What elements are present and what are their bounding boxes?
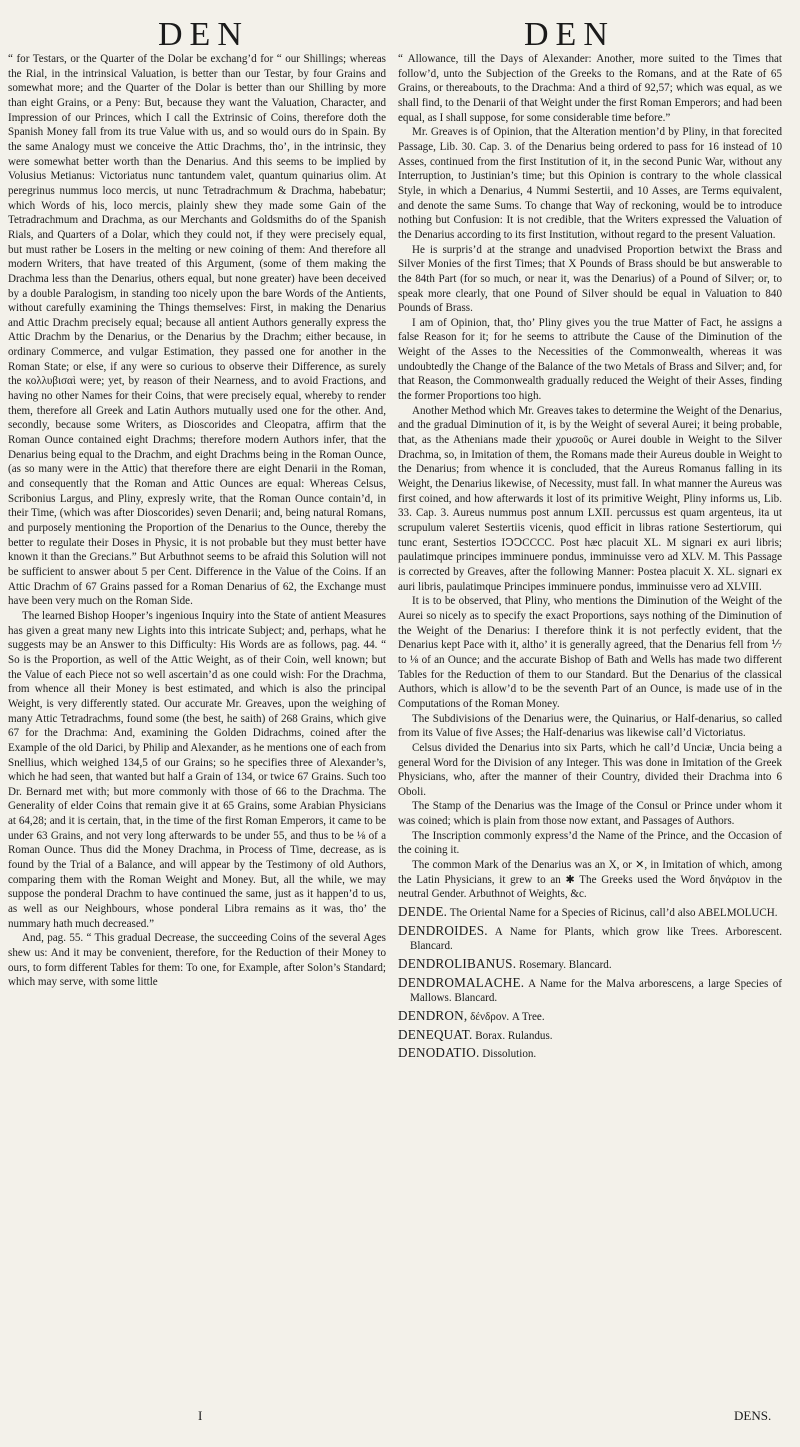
dictionary-entry xyxy=(398,976,782,1006)
entry-headword: DENDROMALACHE. xyxy=(398,974,525,990)
entry-definition: δένδρον. A Tree. xyxy=(467,1011,545,1023)
entry-headword: DENDROLIBANUS. xyxy=(398,956,517,972)
dictionary-entry xyxy=(398,957,782,973)
running-head-right: DEN xyxy=(524,16,615,53)
right-column xyxy=(398,52,782,1404)
entry-headword: DENDE. xyxy=(398,904,448,920)
entry-definition: The Oriental Name for a Species of Ricinus, call’d also ABELMOLUCH. xyxy=(447,907,778,920)
paragraph: And, pag. 55. “ This gradual Decrease, the succeeding Coins of the several Ages shew us: And it may be convenient, therefore, for the Reduction of their Money to ours, to form different Tables for them: To one, for Example, after Solon’s Standard; which may serve, with some little xyxy=(8,932,386,989)
paragraph: The common Mark of the Denarius was an X, or ✕, in Imitation of which, among the Latin Physicians, it grew to an ✱ The Greeks used the Word δηνάριον in the neutral Gender. Arbuthnot of Weights, &c. xyxy=(398,859,782,901)
running-head xyxy=(0,16,800,56)
entry-headword: DENEQUAT. xyxy=(398,1026,473,1042)
continued-paragraph: “ for Testars, or the Quarter of the Dolar be exchang’d for “ our Shillings; whereas the Rial, in the intrinsical Valuation, is better than our Testar, by four Grains and somewhat more; and the Quarter of the Dolar is better than our Shilling by more than eight Grains, or a Peny: But, because they want the Valuation, Character, and Impression of our Princes, which I call the Extrinsic of Coins, therefore doth the Spanish Money fall from its true Value with us, and so would ours do in Spain. By the same Analogy must we conceive the Attic Drachms, tho’, in the intrinsic, they were somewhat better worth than the Denarius. And this seems to be implied by Volusius Metianus: Victoriatus nunc tantundem valet, quantum quinarius olim. At peregrinus nummus loco mercis, ut nunc Tetradrachmum & Drachma, habebatur; which Words of his, loco mercis, plainly shew they made some Gain of the Tetradrachmum and Drachma, as our Merchants and Goldsmiths do of the Spanish Rials, and Quarters of a Dolar, which they could not, if they were precisely equal, but must rather be Losers in the melting or new coining of them: And therefore all modern Writers, that have treated of this Argument, (some of them making the Drachma less than the Denarius, others equal, but none greater) have been deceived by a double Paralogism, in standing too nicely upon the bare Words of the Antients, without carefully examining the Things themselves: First, in making the Denarius and Attic Drachm precisely equal; because all antient Authors generally express the Attic Drachm by the Denarius, or the Denarius by the Drachm; either because, in ordinary Commerce, and vulgar Estimation, they passed one for another in the Roman State; or else, if any were so curious to observe their Difference, as surely the κολλυβισαὶ were; yet, by reason of their Nearness, and to avoid Fractions, and having no other Names for their Coins, that were precisely equal, whereby to render them, therefore all Greek and Latin Authors mutually used one for the other. And, secondly, because some Writers, as Dioscorides and Cleopatra, affirm that the Roman Ounce contained eight Drachms; therefore modern Authors infer, that the Denarius being equal to the Drachm, and eight Drachms being in the Roman Ounce, (as so many were in the Attic) that therefore there are eight Denarii in the Roman, and consequently that the Roman and Attic Ounces are equal: Whereas Celsus, Scribonius Largus, and Pliny, expresly write, that the Roman Ounce contain’d, in their Time, (which was after Dioscorides) seven Denarii; and, being natural Romans, and purposely mentioning the Proportion of the Denarius to the Ounce, thereby the better to regulate their Doses in Physic, it is not probable but they must better have known it than the Grecians.” But Arbuthnot seems to be afraid this Solution will not be sufficient to answer about 5 per Cent. Difference in the Value of the Coins. If an Attic Drachm of 67 Grains passed for a Roman Denarius of 62, the Exchange must have been very much on the Roman Side. xyxy=(8,53,386,608)
dictionary-entry xyxy=(398,905,782,921)
dictionary-entry xyxy=(398,1009,782,1025)
paragraph: Another Method which Mr. Greaves takes to determine the Weight of the Denarius, and the gradual Diminution of it, is by the Weight of several Aurei; it being probable, that, as the Athenians made their χρυσοῦς or Aurei double in Weight to the Silver Drachma, so, in Imitation of them, the Romans made their Aureus double in Weight to the Denarius; from whence it is concluded, that the Aureus Romanus falling in its Weight, the Denarius likewise, of Necessity, must fall. In what manner the Aureus was first coined, and how afterwards it lost of its primitive Weight, Pliny informs us, Lib. 33. Cap. 3. Aureus nummus post annum LXII. percussus est quam argenteus, ita ut scrupulum valeret Sestertiis vicenis, quod efficit in libras ratione Sestertiorum, qui tunc erant, Sestertios IↃↃCCCC. Post hæc placuit XL. M signari ex auri libris; paulatimque principes imminuere pondus, imminuisse vero ad XLV. M. This Passage is corrected by Greaves, after the following Manner: Postea placuit X. XL. signari ex auri libris, paulatimque Principes imminuere pondus, imminuisse vero ad XLVIII. xyxy=(398,404,782,593)
paragraph: Mr. Greaves is of Opinion, that the Alteration mention’d by Pliny, in that forecited Passage, Lib. 30. Cap. 3. of the Denarius being ordered to pass for 16 instead of 10 Asses, continued from the first Institution of it, in the second Punic War, without any Interruption, to Justinian’s time; but this Opinion is contrary to the whole classical Style, in which a Denarius, 4 Nummi Sestertii, and 10 Asses, are Terms equivalent, and denote the same Sums. To change that Way of reckoning, would be to introduce nothing but Confusion: It is not credible, that the Writers expressed the Valuation of the Denarius according to its first Institution, without regard to the present Valuation. xyxy=(398,126,782,241)
paragraph: It is to be observed, that Pliny, who mentions the Diminution of the Weight of the Aurei so nicely as to specify the exact Proportions, says nothing of the Diminution of the Weight of the Denarius: I therefore think it is not perfectly evident, that the Denarius kept Pace with it, altho’ it is generally agreed, that the Denarius fell from ⅐ to ⅛ of an Ounce; and the accurate Bishop of Bath and Wells has made two different Tables for the Reduction of them to our Standard. But the Denarius of the classical Authors, which is allow’d to be the seventh Part of an Ounce, is made use of in the Computations of the Roman Money. xyxy=(398,595,782,710)
dictionary-entry xyxy=(398,1028,782,1044)
paragraph: The learned Bishop Hooper’s ingenious Inquiry into the State of antient Measures has given a great many new Lights into this intricate Subject; and, perhaps, what he suggests may be an Answer to this Difficulty: His Words are as follows, pag. 44. “ So is the Proportion, as well of the Attic Weight, as of their Coin, well known; but the Value of each Piece not so well ascertain’d as one could wish: For the Drachma, from whence all their Money is best estimated, and which is also the principal Weight, is very differently stated. Our accurate Mr. Greaves, upon the weighing of many Attic Tetradrachms, found some (the best, he saith) of 268 Grains, which give 67 for the Drachma: And, examining the Golden Didrachms, coined after the Example of the old Darici, by Philip and Alexander, as he mentions one of each from Snellius, which weighed 134,5 of our Grains; so he specifies three of Alexander’s, which he had seen, that wanted but half a Grain of 134, or twice 67 Grains. Such too Dr. Bernard met with; but more commonly with those of 66 to the Drachma. The Generality of elder Coins that remain give it at 65 Grains, some Arabian Physicians at 64,28; and it is certain, that, in the time of the first Roman Emperors, it came to be under 63 Grains, and not very long afterwards to be under 55, and thus to be ⅛ of a Roman Ounce. Thus did the Money Drachma, in Process of Time, decrease, as is found by the Trial of a Balance, and will appear by the Testimony of old Authors, comparing them with the Roman Weight and Money. But, all the while, we may suppose the ponderal Drachm to have continued the same, just as it happen’d to us, as well as our Neighbours, whose ponderal Libra remains as it was, tho’ the nummary hath much decreased.” xyxy=(8,609,386,930)
dictionary-entry xyxy=(398,1046,782,1062)
paragraph: He is surpris’d at the strange and unadvised Proportion betwixt the Brass and Silver Monies of the first Times; that X Pounds of Brass should be but answerable to the 84th Part (for so much, or near it, was the Denarius) of a Pound of Silver; or, to speak more clearly, that one Pound of Silver should be equal in Valuation to 840 Pounds of Brass. xyxy=(398,243,782,315)
entry-definition: Dissolution. xyxy=(479,1048,537,1061)
paragraph: The Subdivisions of the Denarius were, the Quinarius, or Half-denarius, so called from its Value of five Asses; the Half-denarius was likewise call’d Victoriatus. xyxy=(398,712,782,740)
entry-definition: A Name for the Malva arborescens, a large Species of Mallows. Blancard. xyxy=(410,977,782,1005)
page-footer xyxy=(0,1408,800,1432)
entry-definition: Borax. Rulandus. xyxy=(472,1029,553,1042)
paragraph: The Stamp of the Denarius was the Image of the Consul or Prince under whom it was coined; which is plain from those now extant, and Passages of Authors. xyxy=(398,800,782,828)
dictionary-entry xyxy=(398,924,782,954)
catchword: DENS. xyxy=(734,1408,772,1423)
paragraph: Celsus divided the Denarius into six Parts, which he call’d Unciæ, Uncia being a general Word for the Division of any Integer. This was done in Imitation of the Greek Physicians, who, after the manner of their Country, divided their Drachma into 6 Oboli. xyxy=(398,741,782,798)
running-head-left: DEN xyxy=(158,16,249,53)
paragraph: The Inscription commonly express’d the Name of the Prince, and the Occasion of the coining it. xyxy=(398,829,782,857)
left-column xyxy=(8,52,386,1404)
paragraph: I am of Opinion, that, tho’ Pliny gives you the true Matter of Fact, he assigns a false Reason for it; for he seems to attribute the Cause of the Diminution of the Weight of the Asses to the Necessities of the Commonwealth, whereas it was undoubtedly the Change of the Balance of the two Metals of Brass and Silver; and, for that Reason, the Commonwealth gradually reduced the Weight of their Asses, finding the former Proportions too high. xyxy=(398,316,782,403)
entry-headword: DENODATIO. xyxy=(398,1045,480,1061)
signature-mark: I xyxy=(198,1408,203,1423)
continued-paragraph: “ Allowance, till the Days of Alexander: Another, more suited to the Times that follow’d, unto the Subjection of the Greeks to the Romans, and at the Rate of 65 Grains, or thereabouts, to the Drachma: And a third of 92,57; which was equal, as we shall find, to the Denarii of that Weight under the first Roman Emperors; and had been equal, as I shall suppose, for some considerable time before.” xyxy=(398,53,782,124)
entry-headword: DENDRON, xyxy=(398,1008,468,1023)
entry-definition: A Name for Plants, which grow like Trees. Arborescent. Blancard. xyxy=(410,925,782,953)
entry-headword: DENDROIDES. xyxy=(398,922,488,938)
entry-definition: Rosemary. Blancard. xyxy=(516,959,612,972)
